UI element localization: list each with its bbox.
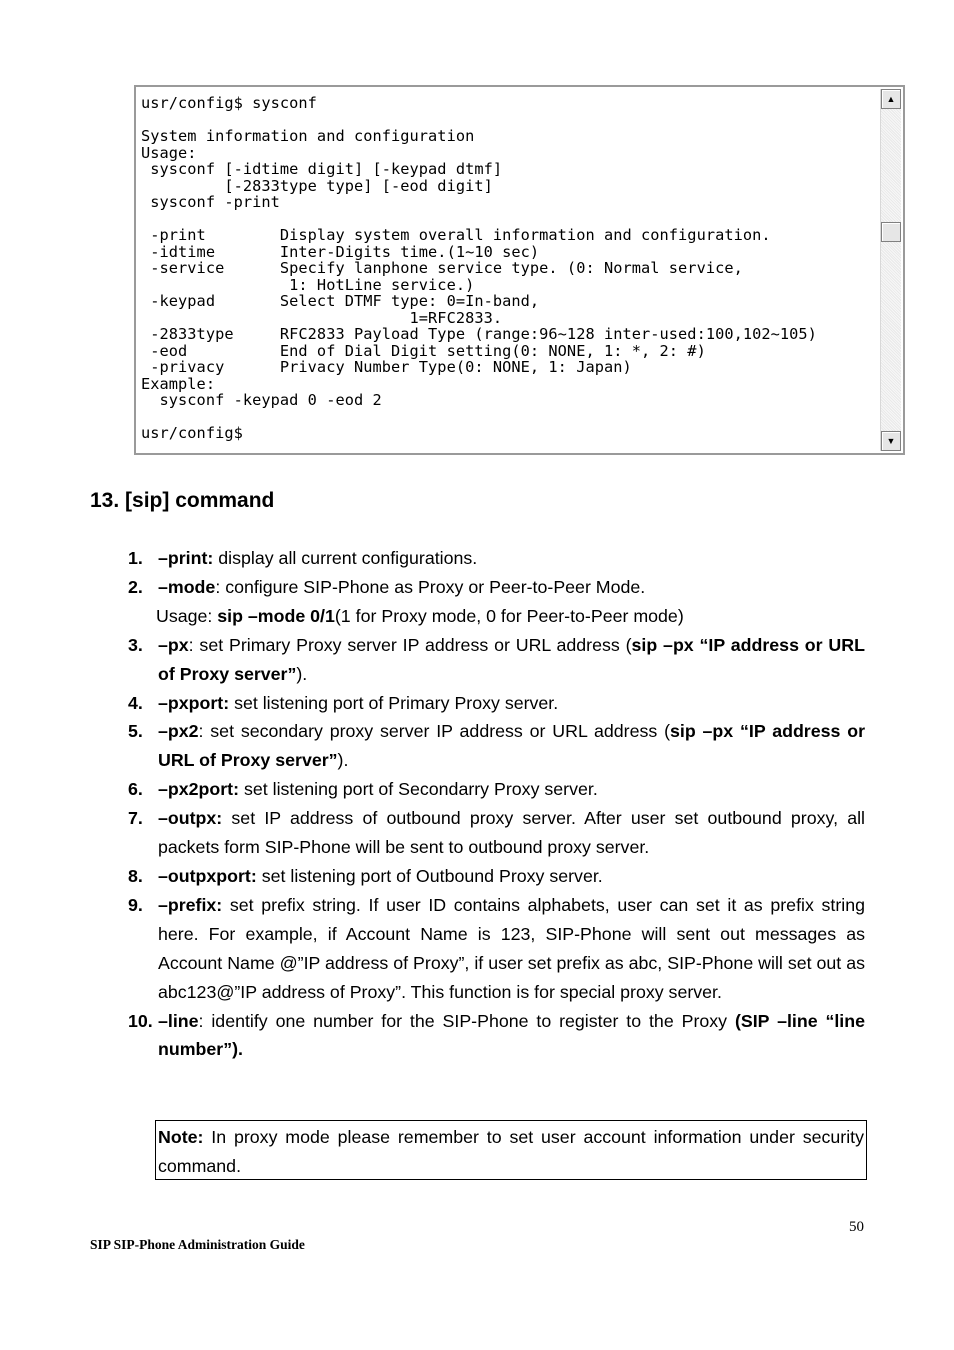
usage-label: Usage: — [156, 605, 218, 626]
option-desc: display all current configurations. — [213, 548, 478, 568]
option-desc: : set secondary proxy server IP address or URL address ( — [198, 721, 671, 742]
item-number: 2. — [128, 576, 143, 597]
option-desc: : identify one number for the SIP-Phone to register to the Proxy — [198, 1010, 735, 1031]
option-name: –px2 — [158, 721, 199, 742]
list-item — [128, 891, 865, 1007]
item-number: 9. — [128, 894, 143, 915]
list-item — [128, 573, 865, 602]
list-item — [128, 717, 865, 775]
usage-desc: (1 for Proxy mode, 0 for Peer-to-Peer mode) — [334, 605, 684, 626]
item-number: 4. — [128, 692, 143, 713]
list-item — [128, 544, 865, 573]
option-name: –mode — [158, 576, 216, 597]
option-name: –pxport: — [158, 692, 230, 713]
list-item — [128, 1007, 865, 1065]
item-number: 3. — [128, 634, 143, 655]
item-number: 7. — [128, 808, 143, 829]
option-desc: : set Primary Proxy server IP address or URL address ( — [188, 634, 632, 655]
scroll-thumb[interactable] — [881, 222, 901, 242]
terminal-screenshot — [134, 85, 905, 455]
option-name: –prefix: — [158, 894, 223, 915]
scroll-up-icon[interactable]: ▲ — [881, 89, 901, 109]
option-desc-end: ). — [337, 750, 349, 771]
note-box — [155, 1120, 867, 1180]
item-number: 8. — [128, 865, 143, 886]
option-desc: : configure SIP-Phone as Proxy or Peer-to-Peer Mode. — [215, 576, 646, 597]
section-title: 13. [sip] command — [90, 489, 275, 512]
option-desc: set IP address of outbound proxy server. After user set outbound proxy, all packets form SIP-Phone will be sent to outbound proxy server. — [158, 808, 865, 858]
item-number: 5. — [128, 721, 143, 742]
option-desc-end: ). — [296, 663, 308, 684]
option-name: –px — [158, 634, 189, 655]
footer-title: SIP SIP-Phone Administration Guide — [90, 1237, 305, 1252]
option-desc: set listening port of Outbound Proxy server. — [256, 865, 603, 886]
list-item — [128, 862, 865, 891]
list-item — [128, 775, 865, 804]
option-syntax: sip –px “IP address or URL of Proxy server” — [158, 721, 865, 771]
usage-command: sip –mode 0/1 — [217, 605, 335, 626]
page-number: 50 — [849, 1219, 864, 1235]
command-list — [128, 544, 865, 1064]
option-name: –px2port: — [158, 779, 240, 800]
option-desc: set prefix string. If user ID contains alphabets, user can set it as prefix string here. For example, if Account Name is 123, SIP-Phone will sent out messages as Account Name @”IP address of Proxy”, if user set prefix as abc, SIP-Phone will set out as abc123@”IP address of Proxy”. This function is for special proxy server. — [158, 894, 865, 1002]
option-desc: set listening port of Secondarry Proxy server. — [239, 779, 598, 800]
item-number: 6. — [128, 779, 143, 800]
option-name: –print: — [158, 548, 214, 568]
option-syntax: (SIP –line “line number”). — [158, 1010, 866, 1060]
option-syntax: sip –px “IP address or URL of Proxy server” — [158, 634, 865, 684]
usage-line — [128, 602, 865, 631]
scroll-down-icon[interactable]: ▼ — [881, 431, 901, 451]
list-item — [128, 689, 865, 718]
option-name: –outpx: — [158, 808, 223, 829]
option-name: –line — [158, 1010, 199, 1031]
list-item — [128, 804, 865, 862]
option-name: –outpxport: — [158, 865, 257, 886]
terminal-output: usr/config$ sysconf System information and configuration Usage: sysconf [-idtime digit] [-keypad dtmf] [-2833type type] [-eod digit] sysconf -print -print Display system overall information and configuration. -idtime Inter-Digits time.(1~10 sec) -service Specify lanphone service type. (0: Normal service, 1: HotLine service.) -keypad Select DTMF type: 0=In-band, 1=RFC2833. -2833type RFC2833 Payload Type (range:96~128 inter-used:100,102~105) -eod End of Dial Digit setting(0: NONE, 1: *, 2: #) -privacy Privacy Number Type(0: NONE, 1: Japan) Example: sysconf -keypad 0 -eod 2 usr/config$ — [141, 94, 817, 442]
option-desc: set listening port of Primary Proxy server. — [229, 692, 559, 713]
note-text: In proxy mode please remember to set user account information under security command. — [158, 1127, 864, 1176]
note-label: Note: — [158, 1127, 204, 1147]
terminal-scrollbar[interactable] — [880, 89, 901, 451]
item-number: 1. — [128, 548, 143, 568]
item-number: 10. — [128, 1010, 153, 1031]
list-item — [128, 631, 865, 689]
